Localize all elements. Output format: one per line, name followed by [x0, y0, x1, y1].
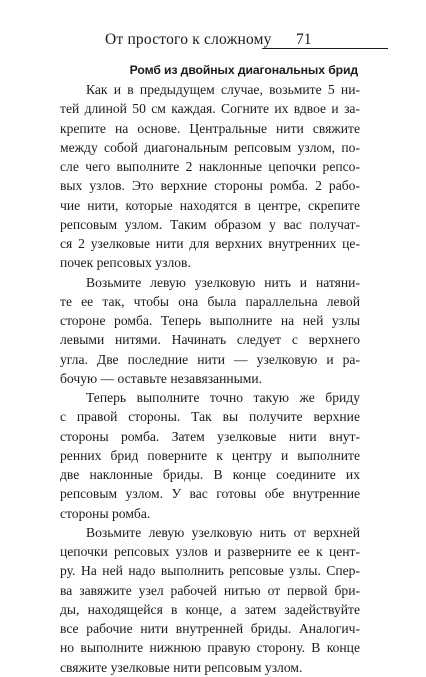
text-line: вых узлов. Это верхние стороны ромба. 2 рабо-	[60, 178, 360, 194]
paragraph	[60, 523, 360, 677]
text-line: те ее так, чтобы она была параллельна левой	[60, 293, 360, 309]
text-line: почек репсовых узлов.	[60, 255, 191, 271]
text-line: Теперь выполните точно такую же бриду	[86, 390, 360, 405]
text-line: Возьмите левую узелковую нить и натяни-	[86, 274, 360, 290]
text-line: стороны ромба.	[60, 505, 151, 521]
section-title: Ромб из двойных диагональных брид	[129, 63, 358, 77]
text-line: с правой стороны. Так вы получите верхние	[60, 409, 360, 425]
text-line: ва завяжите узел рабочей нитью от первой бри-	[60, 582, 360, 598]
text-line: тей длиной 50 см каждая. Согните их вдвое и за-	[60, 101, 360, 117]
text-line: репсовым узлом. У вас готовы обе внутренние	[60, 486, 360, 502]
text-line: между собой диагональным репсовым узлом, по-	[60, 139, 360, 155]
text-line: стороны ромба. Затем узелковые нити внут-	[60, 428, 360, 444]
text-line: сле чего выполните 2 наклонные цепочки репсо-	[60, 159, 360, 174]
text-line: левыми нитями. Начинать следует с верхнего	[60, 332, 360, 348]
page-number: 71	[296, 31, 312, 48]
paragraph	[60, 80, 360, 273]
text-line: репсовым узлом. Таким образом у вас получат-	[60, 216, 360, 232]
text-line: стороне ромба. Теперь выполните на ней узлы	[60, 313, 360, 328]
text-line: все рабочие нити внутренней бриды. Аналогич-	[60, 621, 360, 636]
text-line: две наклонные бриды. В конце соедините их	[60, 467, 360, 482]
text-line: угла. Две последние нити — узелковую и ра-	[60, 351, 360, 367]
text-line: цепочки репсовых узлов и разверните ее к цент-	[60, 544, 360, 559]
text-line: но выполните нижнюю правую сторону. В конце	[60, 640, 360, 656]
text-line: свяжите узелковые нити репсовым узлом.	[60, 659, 303, 675]
text-line: ру. На ней надо выполнить репсовые узлы. Спер-	[60, 563, 360, 579]
text-line: Как и в предыдущем случае, возьмите 5 ни-	[86, 82, 360, 97]
paragraph	[60, 388, 360, 523]
text-line: бочую — оставьте незавязанными.	[60, 370, 263, 386]
body-text	[60, 80, 360, 677]
text-line: ды, находящейся в конце, а затем задействуйте	[60, 601, 360, 617]
text-line: ся 2 узелковые нити для верхних внутренних це-	[60, 236, 360, 251]
running-title: От простого к сложному	[105, 31, 272, 48]
text-line: крепите на основе. Центральные нити свяжите	[60, 120, 360, 136]
paragraph	[60, 273, 360, 389]
text-line: Возьмите левую узелковую нить от верхней	[86, 524, 360, 540]
header-rule	[262, 48, 388, 49]
text-line: чие нити, которые находятся в центре, скрепите	[60, 197, 360, 213]
text-line: ренних брид поверните к центру и выполните	[60, 447, 360, 463]
